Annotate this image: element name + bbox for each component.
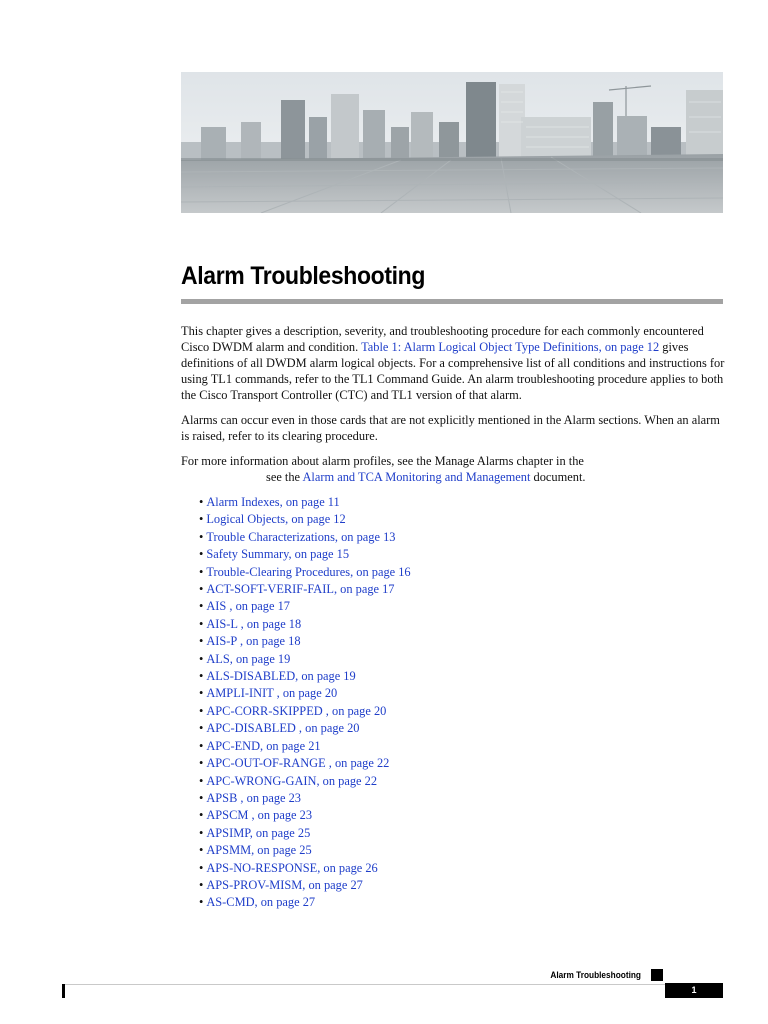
toc-link[interactable]: APSIMP, on page 25 — [206, 825, 311, 840]
bullet-marker: • — [199, 860, 204, 875]
table1-link[interactable]: Table 1: Alarm Logical Object Type Definitions, on page 12 — [361, 340, 660, 354]
toc-link[interactable]: ALS-DISABLED, on page 19 — [206, 669, 356, 684]
page-number: 1 — [665, 983, 723, 998]
toc-link[interactable]: APC-DISABLED , on page 20 — [206, 721, 360, 736]
footer-marker-square — [651, 969, 663, 981]
bullet-marker: • — [199, 895, 204, 910]
toc-link[interactable]: APS-NO-RESPONSE, on page 26 — [206, 860, 378, 875]
bullet-marker: • — [199, 634, 204, 649]
toc-list-item — [199, 825, 726, 842]
toc-link[interactable]: AIS-L , on page 18 — [206, 616, 302, 631]
bullet-marker: • — [199, 738, 204, 753]
bullet-marker: • — [199, 512, 204, 527]
intro-paragraph — [181, 323, 726, 403]
bullet-marker: • — [199, 616, 204, 631]
title-underline-rule — [181, 299, 723, 304]
alarms-paragraph: Alarms can occur even in those cards that are not explicitly mentioned in the Alarm sections. When an alarm is raised, refer to its clearing procedure. — [181, 413, 720, 443]
toc-list-item — [199, 685, 726, 702]
footer-chapter-label: Alarm Troubleshooting — [550, 970, 641, 980]
toc-link[interactable]: APC-OUT-OF-RANGE , on page 22 — [206, 756, 390, 771]
toc-link[interactable]: APS-PROV-MISM, on page 27 — [206, 877, 363, 892]
toc-link[interactable]: Alarm Indexes, on page 11 — [206, 495, 340, 509]
bullet-marker: • — [199, 686, 204, 701]
toc-link[interactable]: AS-CMD, on page 27 — [206, 895, 316, 910]
toc-link[interactable]: AIS-P , on page 18 — [206, 634, 301, 649]
toc-list-item — [199, 842, 726, 859]
toc-link[interactable]: AMPLI-INIT , on page 20 — [206, 686, 338, 701]
toc-list-item — [199, 616, 726, 633]
header-banner-image — [181, 72, 723, 213]
toc-list-item — [199, 790, 726, 807]
toc-list-item — [199, 564, 726, 581]
toc-link[interactable]: Logical Objects, on page 12 — [206, 512, 346, 527]
bullet-marker: • — [199, 582, 204, 597]
toc-link[interactable]: APSCM , on page 23 — [206, 808, 313, 823]
bullet-marker: • — [199, 669, 204, 684]
toc-list-item — [199, 877, 726, 894]
alarm-profiles-line2-post: document. — [530, 470, 586, 484]
bullet-marker: • — [199, 495, 204, 509]
toc-link[interactable]: APSB , on page 23 — [206, 790, 301, 805]
toc-list-item — [199, 703, 726, 720]
toc-list-item — [199, 633, 726, 650]
bullet-marker: • — [199, 773, 204, 788]
alarm-profiles-line1: For more information about alarm profiles, see the Manage Alarms chapter in the — [181, 454, 584, 468]
bullet-marker: • — [199, 599, 204, 614]
toc-list-item — [199, 738, 726, 755]
intro-text-part1: This chapter gives a description, severity, and troubleshooting procedure for each commonly encountered Cisco DWDM alarm and condition. — [181, 324, 704, 354]
toc-link[interactable]: APSMM, on page 25 — [206, 843, 312, 858]
toc-list-item — [199, 773, 726, 790]
bullet-marker: • — [199, 825, 204, 840]
bullet-marker: • — [199, 843, 204, 858]
toc-list-item — [199, 720, 726, 737]
footer-left-mark — [62, 984, 65, 998]
chapter-title: Alarm Troubleshooting — [181, 262, 426, 290]
toc-list-item — [199, 598, 726, 615]
toc-list-item — [199, 807, 726, 824]
toc-list-item — [199, 755, 726, 772]
toc-list-item — [199, 511, 726, 528]
toc-link[interactable]: Trouble-Clearing Procedures, on page 16 — [206, 564, 411, 579]
chapter-body — [181, 323, 726, 912]
bullet-marker: • — [199, 564, 204, 579]
alarm-profiles-paragraph — [181, 453, 726, 485]
toc-list-item — [199, 494, 726, 511]
bullet-marker: • — [199, 721, 204, 736]
toc-link[interactable]: AIS , on page 17 — [206, 599, 290, 614]
toc-list-item — [199, 668, 726, 685]
bullet-marker: • — [199, 529, 204, 544]
toc-link[interactable]: ACT-SOFT-VERIF-FAIL, on page 17 — [206, 582, 395, 597]
alarm-profiles-line2 — [181, 469, 726, 485]
footer-rule — [65, 984, 665, 985]
bullet-marker: • — [199, 547, 204, 562]
toc-link[interactable]: APC-CORR-SKIPPED , on page 20 — [206, 703, 387, 718]
intro-text-part2: gives definitions of all DWDM alarm logical objects. For a comprehensive list of all conditions and instructions for using TL1 commands, refer to the TL1 Command Guide. An alarm troubleshooting procedure applies to both the Cisco Transport Controller (CTC) and TL1 version of that alarm. — [181, 340, 725, 402]
bullet-marker: • — [199, 651, 204, 666]
toc-list-item — [199, 651, 726, 668]
toc-list-item — [199, 546, 726, 563]
toc-link[interactable]: ALS, on page 19 — [206, 651, 291, 666]
toc-list-item — [199, 860, 726, 877]
bullet-marker: • — [199, 877, 204, 892]
bullet-marker: • — [199, 790, 204, 805]
toc-link[interactable]: Safety Summary, on page 15 — [206, 547, 350, 562]
alarm-profiles-line2-pre: see the — [266, 470, 303, 484]
toc-list-item — [199, 894, 726, 911]
toc-list-item — [199, 529, 726, 546]
toc-list-item — [199, 581, 726, 598]
alarm-tca-monitoring-link[interactable]: Alarm and TCA Monitoring and Management — [302, 470, 531, 484]
chapter-toc-list — [181, 494, 726, 912]
bullet-marker: • — [199, 756, 204, 771]
toc-link[interactable]: APC-END, on page 21 — [206, 738, 321, 753]
bullet-marker: • — [199, 808, 204, 823]
toc-link[interactable]: APC-WRONG-GAIN, on page 22 — [206, 773, 378, 788]
bullet-marker: • — [199, 703, 204, 718]
toc-link[interactable]: Trouble Characterizations, on page 13 — [206, 529, 396, 544]
